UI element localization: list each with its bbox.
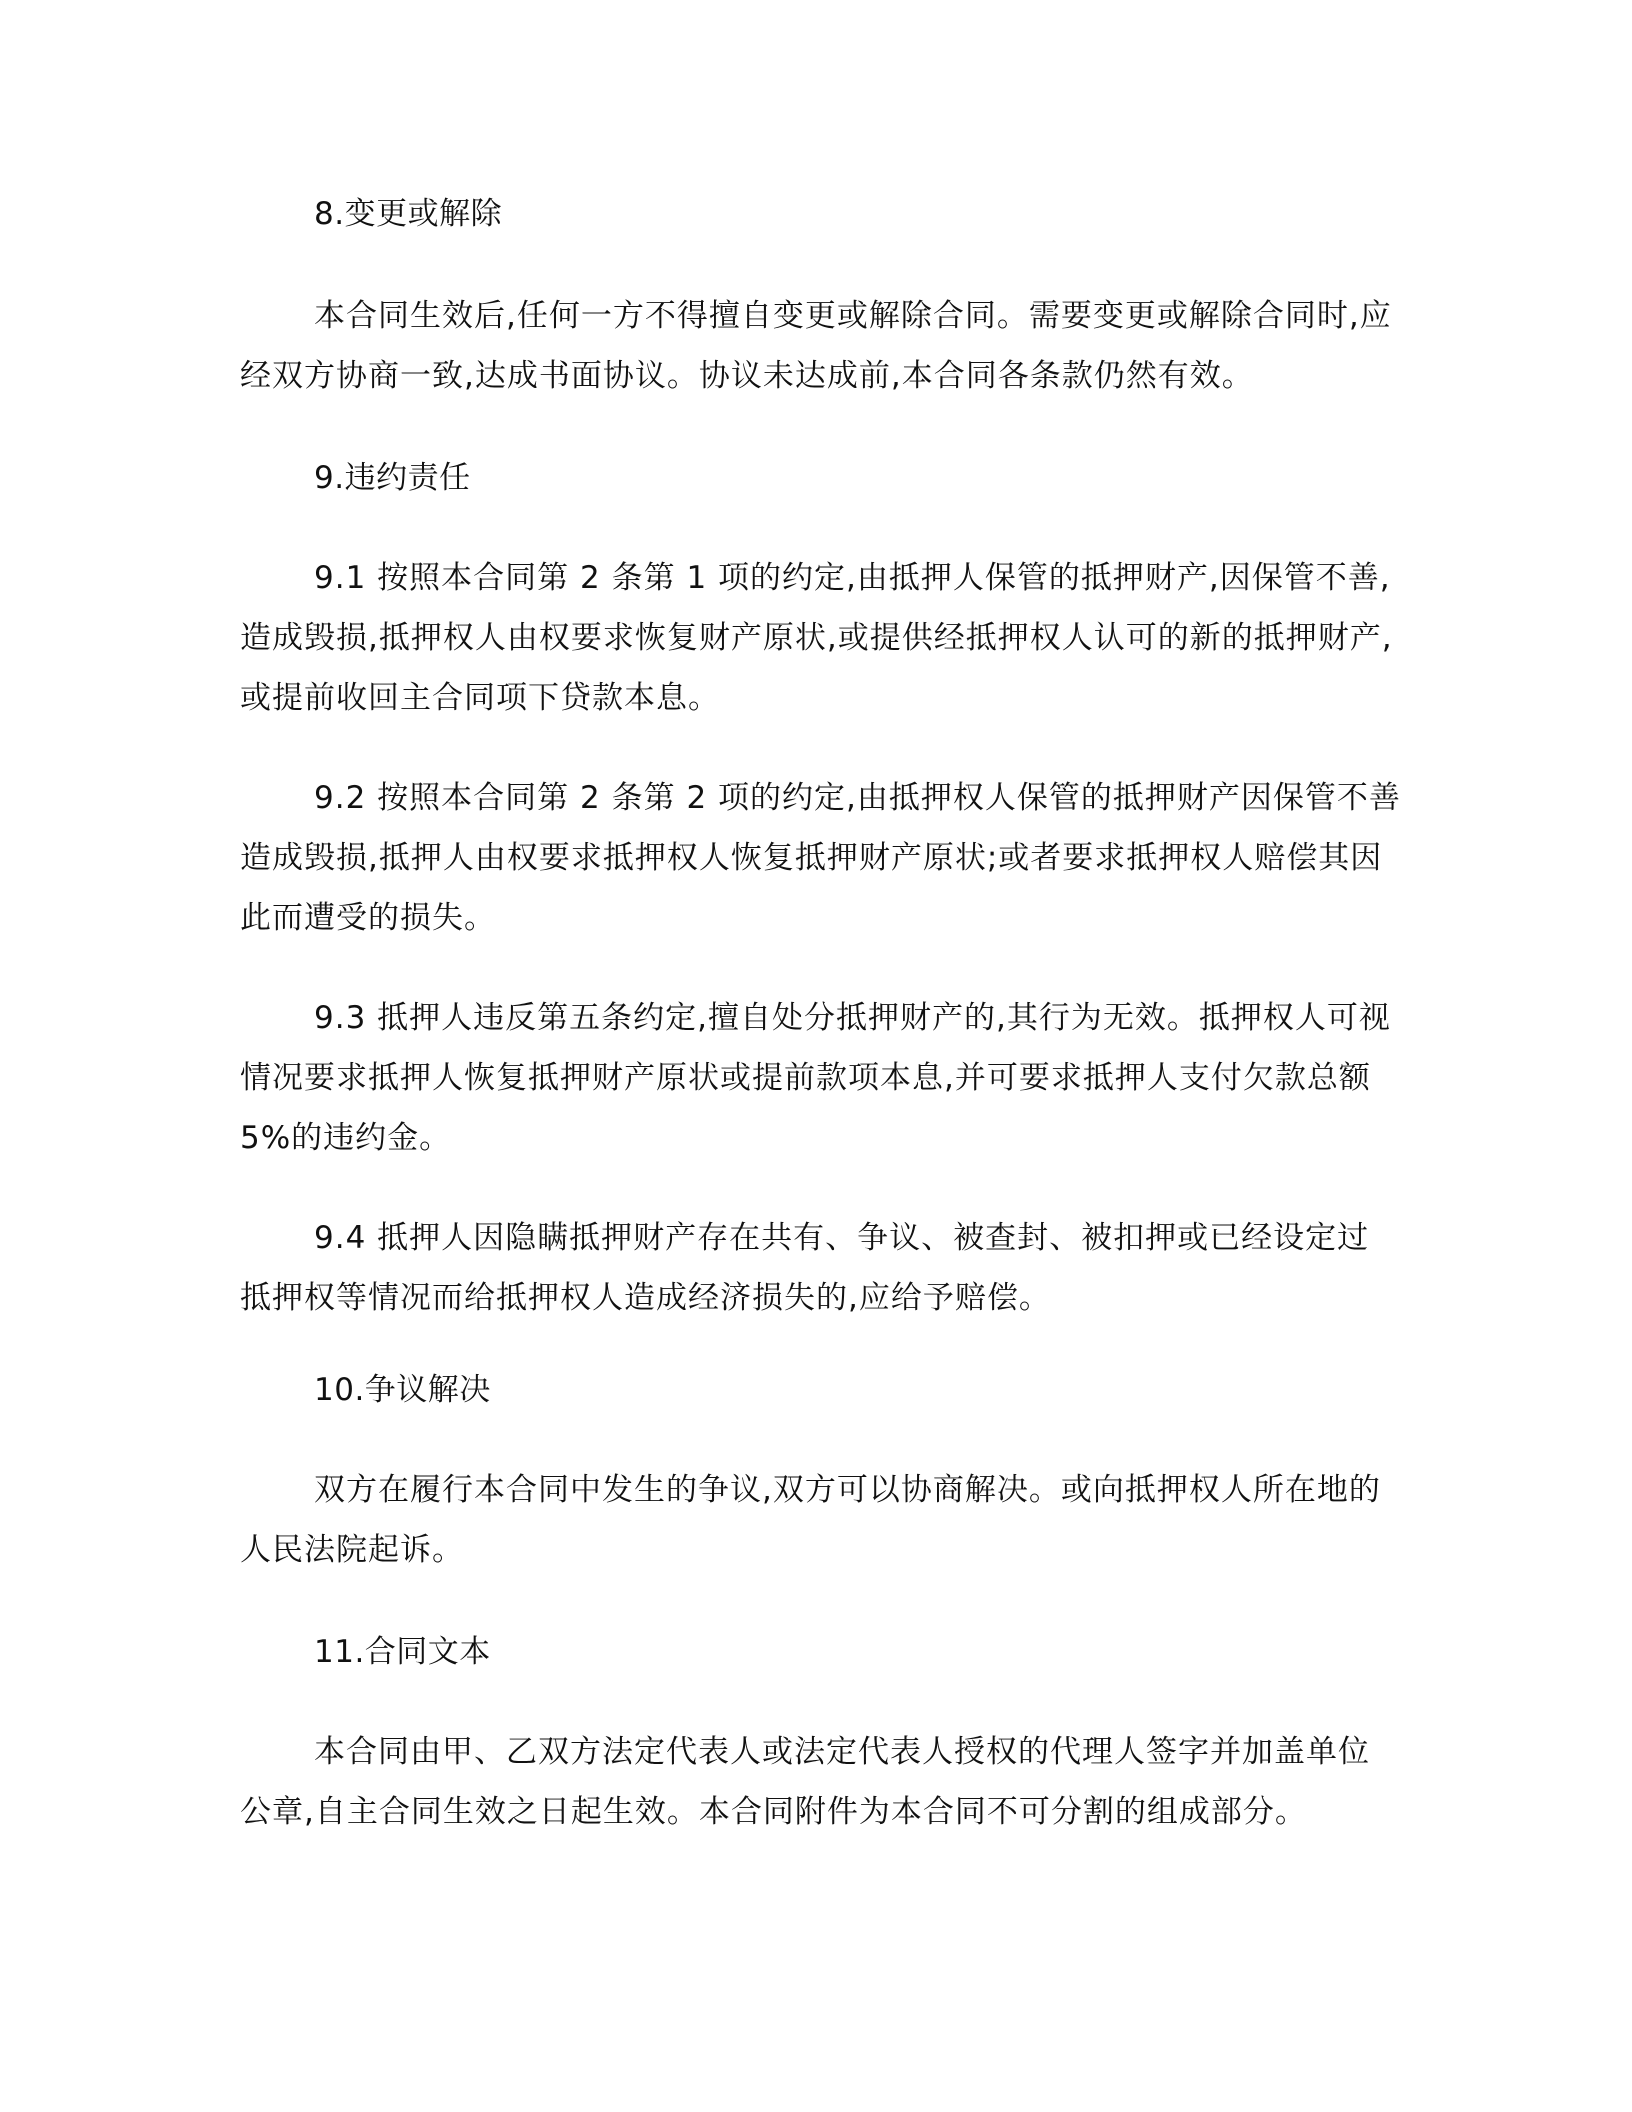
section-11-paragraph xyxy=(240,1722,1390,1842)
clause-9-3-paragraph xyxy=(240,988,1390,1168)
text-line: 公章,自主合同生效之日起生效。本合同附件为本合同不可分割的组成部分。 xyxy=(240,1794,1307,1830)
section-10-paragraph xyxy=(240,1460,1390,1580)
text-line: 此而遭受的损失。 xyxy=(240,900,496,936)
text-line: 双方在履行本合同中发生的争议,双方可以协商解决。或向抵押权人所在地的 xyxy=(314,1472,1381,1508)
section-heading-8: 8.变更或解除 xyxy=(314,196,503,232)
text-line: 本合同由甲、乙双方法定代表人或法定代表人授权的代理人签字并加盖单位 xyxy=(314,1734,1370,1770)
text-line: 本合同生效后,任何一方不得擅自变更或解除合同。需要变更或解除合同时,应 xyxy=(314,298,1392,334)
text-line: 或提前收回主合同项下贷款本息。 xyxy=(240,680,720,716)
clause-9-1-paragraph xyxy=(240,548,1393,728)
section-8-paragraph xyxy=(240,286,1390,406)
text-line: 5%的违约金。 xyxy=(240,1120,452,1156)
section-heading-9: 9.违约责任 xyxy=(314,460,471,496)
text-line: 9.1 按照本合同第 2 条第 1 项的约定,由抵押人保管的抵押财产,因保管不善, xyxy=(314,560,1391,596)
text-line: 9.3 抵押人违反第五条约定,擅自处分抵押财产的,其行为无效。抵押权人可视 xyxy=(314,1000,1391,1036)
clause-9-2-paragraph xyxy=(240,768,1401,948)
text-line: 经双方协商一致,达成书面协议。协议未达成前,本合同各条款仍然有效。 xyxy=(240,358,1254,394)
clause-9-4-paragraph xyxy=(240,1208,1390,1328)
section-heading-11: 11.合同文本 xyxy=(314,1634,491,1670)
text-line: 人民法院起诉。 xyxy=(240,1532,464,1568)
text-line: 抵押权等情况而给抵押权人造成经济损失的,应给予赔偿。 xyxy=(240,1280,1051,1316)
text-line: 9.2 按照本合同第 2 条第 2 项的约定,由抵押权人保管的抵押财产因保管不善 xyxy=(314,780,1401,816)
text-line: 造成毁损,抵押人由权要求抵押权人恢复抵押财产原状;或者要求抵押权人赔偿其因 xyxy=(240,840,1383,876)
text-line: 造成毁损,抵押权人由权要求恢复财产原状,或提供经抵押权人认可的新的抵押财产, xyxy=(240,620,1393,656)
text-line: 情况要求抵押人恢复抵押财产原状或提前款项本息,并可要求抵押人支付欠款总额 xyxy=(240,1060,1371,1096)
text-line: 9.4 抵押人因隐瞒抵押财产存在共有、争议、被查封、被扣押或已经设定过 xyxy=(314,1220,1370,1256)
section-heading-10: 10.争议解决 xyxy=(314,1372,491,1408)
